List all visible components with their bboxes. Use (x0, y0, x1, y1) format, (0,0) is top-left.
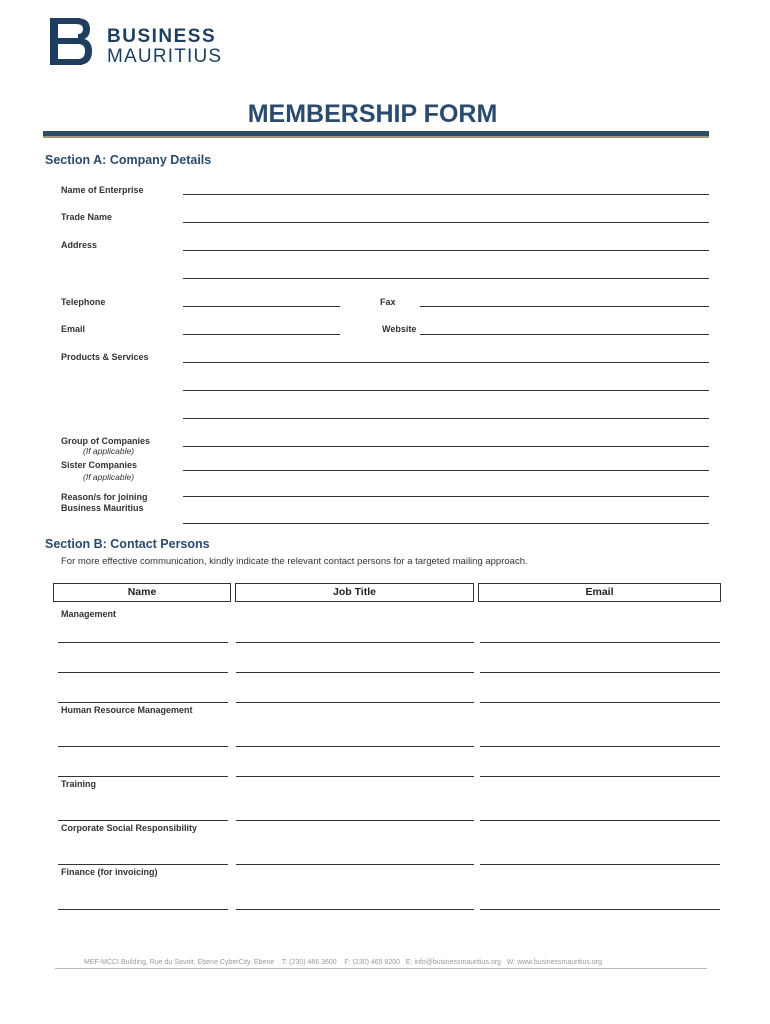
section-b-title: Section B: Contact Persons (45, 537, 210, 551)
column-header-name: Name (53, 583, 231, 602)
fax-field-line[interactable] (420, 306, 709, 307)
label-email: Email (61, 324, 86, 334)
column-header-email: Email (478, 583, 721, 602)
category-training: Training (61, 779, 97, 789)
label-reason-1: Reason/s for joining (61, 492, 148, 502)
email-line[interactable] (480, 909, 720, 910)
label-products: Products & Services (61, 352, 149, 362)
job-title-line[interactable] (236, 909, 474, 910)
name-line[interactable] (58, 702, 228, 703)
reason-field-line-1[interactable] (183, 496, 709, 497)
page-title: MEMBERSHIP FORM (247, 100, 498, 128)
logo-mark-icon (50, 18, 94, 66)
name-line[interactable] (58, 672, 228, 673)
job-title-line[interactable] (236, 642, 474, 643)
brand-line2: MAURITIUS (107, 46, 223, 67)
label-group: Group of Companies (61, 436, 151, 446)
address-field-line-1[interactable] (183, 250, 709, 251)
label-sister-note: (If applicable) (83, 472, 135, 482)
email-line[interactable] (480, 672, 720, 673)
website-field-line[interactable] (420, 334, 709, 335)
products-field-line-1[interactable] (183, 362, 709, 363)
label-telephone: Telephone (61, 297, 106, 307)
brand-line1: BUSINESS (107, 26, 217, 47)
footer-contact-text: MEF-MCCI Building, Rue du Savoir, Ebene CyberCity, Ebene T: (230) 466 3600 F: (230) 465 8200 E: info@businessmauritius.org W: www.businessmauritius.org (84, 959, 602, 966)
label-address: Address (61, 240, 98, 250)
name-line[interactable] (58, 776, 228, 777)
label-group-note: (If applicable) (83, 446, 135, 456)
email-line[interactable] (480, 746, 720, 747)
label-fax: Fax (380, 297, 396, 307)
label-website: Website (382, 324, 417, 334)
footer-rule (55, 968, 707, 969)
section-a-title: Section A: Company Details (45, 153, 212, 167)
name-line[interactable] (58, 909, 228, 910)
category-hr: Human Resource Management (61, 705, 193, 715)
email-line[interactable] (480, 642, 720, 643)
category-finance: Finance (for invoicing) (61, 867, 158, 877)
name-line[interactable] (58, 746, 228, 747)
trade-name-field-line[interactable] (183, 222, 709, 223)
sister-field-line[interactable] (183, 470, 709, 471)
label-trade-name: Trade Name (61, 212, 113, 222)
reason-field-line-2[interactable] (183, 523, 709, 524)
job-title-line[interactable] (236, 672, 474, 673)
job-title-line[interactable] (236, 702, 474, 703)
job-title-line[interactable] (236, 746, 474, 747)
products-field-line-2[interactable] (183, 390, 709, 391)
section-b-intro: For more effective communication, kindly indicate the relevant contact persons for a targeted mailing approach. (61, 556, 528, 567)
label-reason-2: Business Mauritius (61, 503, 144, 513)
email-line[interactable] (480, 864, 720, 865)
email-field-line[interactable] (183, 334, 340, 335)
email-line[interactable] (480, 820, 720, 821)
telephone-field-line[interactable] (183, 306, 340, 307)
label-sister: Sister Companies (61, 460, 138, 470)
name-line[interactable] (58, 864, 228, 865)
email-line[interactable] (480, 776, 720, 777)
job-title-line[interactable] (236, 776, 474, 777)
products-field-line-3[interactable] (183, 418, 709, 419)
group-field-line[interactable] (183, 446, 709, 447)
column-header-job-title: Job Title (235, 583, 474, 602)
title-rule-accent (43, 136, 709, 138)
email-line[interactable] (480, 702, 720, 703)
business-mauritius-logo (50, 18, 250, 68)
address-field-line-2[interactable] (183, 278, 709, 279)
job-title-line[interactable] (236, 864, 474, 865)
name-line[interactable] (58, 820, 228, 821)
name-line[interactable] (58, 642, 228, 643)
category-management: Management (61, 609, 117, 619)
category-csr: Corporate Social Responsibility (61, 823, 198, 833)
label-enterprise: Name of Enterprise (61, 185, 144, 195)
enterprise-field-line[interactable] (183, 194, 709, 195)
job-title-line[interactable] (236, 820, 474, 821)
